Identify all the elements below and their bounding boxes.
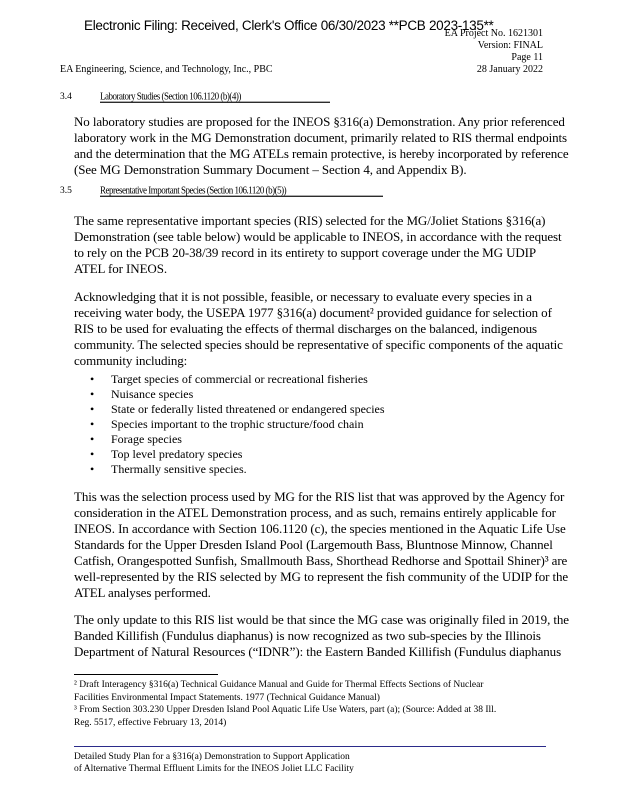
list-item: Top level predatory species <box>111 447 243 461</box>
bullet-icon: • <box>90 432 95 446</box>
list-item: Species important to the trophic structure/food chain <box>111 417 364 431</box>
text-line: to rely on the PCB 20-38/39 record in its entirety to support coverage under the MG UDIP <box>74 245 537 260</box>
version: Version: FINAL <box>477 40 543 51</box>
list-item: State or federally listed threatened or endangered species <box>111 402 385 416</box>
bullet-icon: • <box>90 462 95 476</box>
text-line: This was the selection process used by MG for the RIS list that was approved by the Agency for <box>74 489 565 504</box>
text-line: Demonstration (see table below) would be applicable to INEOS, in accordance with the request <box>74 229 562 244</box>
filing-stamp: Electronic Filing: Received, Clerk's Office 06/30/2023 **PCB 2023-135** <box>84 18 494 33</box>
text-line: Department of Natural Resources (“IDNR”): the Eastern Banded Killifish (Fundulus diaphanus <box>74 644 562 659</box>
bullet-icon: • <box>90 387 95 401</box>
footnote-line: Facilities Environmental Impact Statements. 1977 (Technical Guidance Manual) <box>74 692 380 703</box>
text-line: Banded Killifish (Fundulus diaphanus) is now recognized as two sub-species by the Illinois <box>74 628 541 643</box>
project-number: EA Project No. 1621301 <box>444 28 543 39</box>
text-line: Acknowledging that it is not possible, feasible, or necessary to evaluate every species in a <box>74 289 532 304</box>
section-number: 3.4 <box>60 92 72 102</box>
footer-line: of Alternative Thermal Effluent Limits for the INEOS Joliet LLC Facility <box>74 764 354 774</box>
company-name: EA Engineering, Science, and Technology, Inc., PBC <box>60 64 273 75</box>
section-heading: Laboratory Studies (Section 106.1120 (b)(4)) <box>100 90 330 103</box>
document-date: 28 January 2022 <box>476 64 543 75</box>
footnote-line: ³ From Section 303.230 Upper Dresden Island Pool Aquatic Life Use Waters, part (a); (Source: Added at 38 Ill. <box>74 705 497 715</box>
text-line: Catfish, Orangespotted Sunfish, Smallmouth Bass, Shorthead Redhorse and Spottail Shiner)³ are <box>74 553 568 568</box>
footer-divider <box>74 746 546 747</box>
bullet-icon: • <box>90 447 95 461</box>
section-heading: Representative Important Species (Section 106.1120 (b)(5)) <box>100 184 383 197</box>
text-line: community including: <box>74 353 188 368</box>
list-item: Target species of commercial or recreational fisheries <box>111 372 368 386</box>
text-line: RIS to be used for evaluating the effects of thermal discharges on the balanced, indigenous <box>74 321 537 336</box>
footnote-divider <box>74 674 218 675</box>
bullet-icon: • <box>90 402 95 416</box>
text-line: laboratory work in the MG Demonstration document, primarily related to RIS thermal endpoints <box>74 130 567 145</box>
footnote-line: ² Draft Interagency §316(a) Technical Guidance Manual and Guide for Thermal Effects Sections of Nuclear <box>74 680 484 690</box>
text-line: INEOS. In accordance with Section 106.1120 (c), the species mentioned in the Aquatic Life Use <box>74 521 566 536</box>
text-line: community. The selected species should be representative of specific components of the aquatic <box>74 337 563 352</box>
page-number: Page 11 <box>511 52 543 63</box>
text-line: (See MG Demonstration Summary Document – Section 4, and Appendix B). <box>74 162 467 177</box>
text-line: ATEL for INEOS. <box>74 261 167 276</box>
section-number: 3.5 <box>60 186 72 196</box>
text-line: consideration in the ATEL Demonstration process, and as such, remains entirely applicable for <box>74 505 556 520</box>
text-line: well-represented by the RIS selected by MG to represent the fish community of the UDIP for the <box>74 569 569 584</box>
bullet-icon: • <box>90 417 95 431</box>
footer-line: Detailed Study Plan for a §316(a) Demonstration to Support Application <box>74 752 350 762</box>
text-line: and the determination that the MG ATELs remain protective, is hereby incorporated by reference <box>74 146 569 161</box>
text-line: receiving water body, the USEPA 1977 §316(a) document² provided guidance for selection of <box>74 305 552 320</box>
text-line: ATEL analyses performed. <box>74 585 211 600</box>
text-line: The only update to this RIS list would be that since the MG case was originally filed in 2019, the <box>74 612 569 627</box>
footnote-line: Reg. 5517, effective February 13, 2014) <box>74 717 227 728</box>
text-line: The same representative important species (RIS) selected for the MG/Joliet Stations §316(a) <box>74 213 546 228</box>
list-item: Nuisance species <box>111 387 194 401</box>
list-item: Thermally sensitive species. <box>111 462 247 476</box>
bullet-icon: • <box>90 372 95 386</box>
list-item: Forage species <box>111 432 182 446</box>
text-line: No laboratory studies are proposed for the INEOS §316(a) Demonstration. Any prior referenced <box>74 114 565 129</box>
text-line: Standards for the Upper Dresden Island Pool (Largemouth Bass, Bluntnose Minnow, Channel <box>74 537 553 552</box>
